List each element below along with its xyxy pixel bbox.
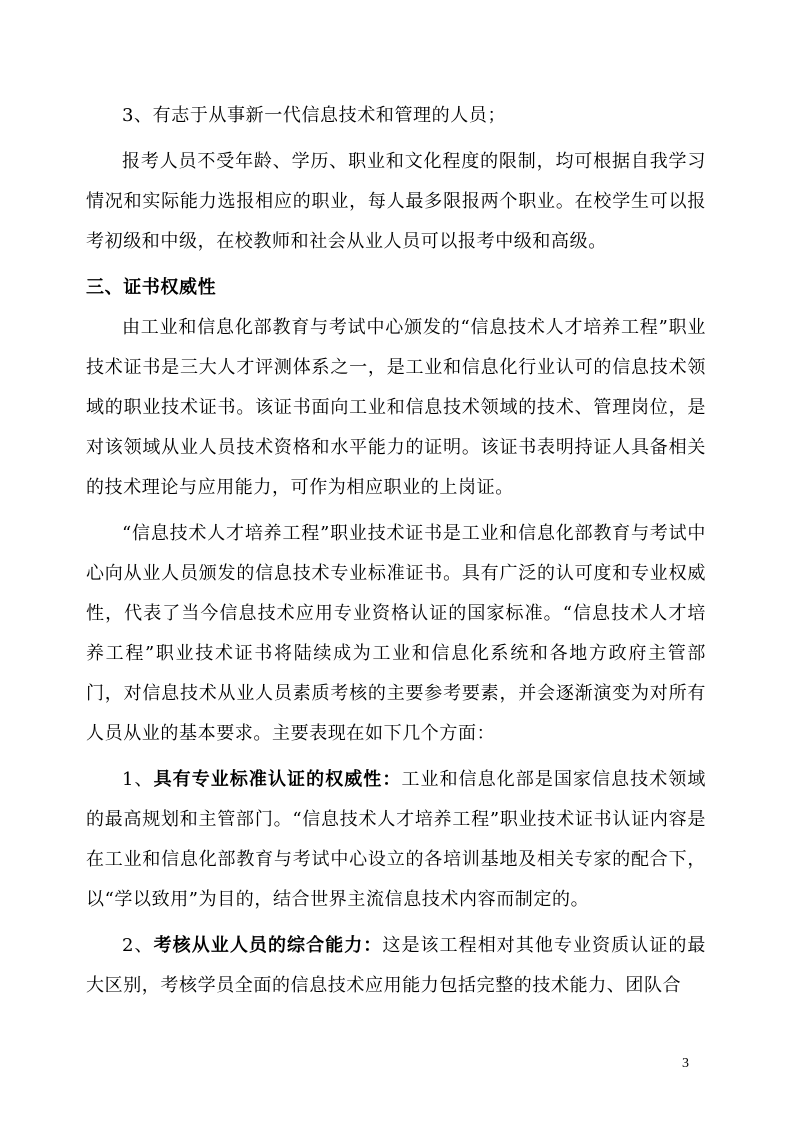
paragraph-requirement-3: 3、有志于从事新一代信息技术和管理的人员； [122, 105, 507, 126]
list-item-text: 工业和信息化部是国家信息技术领域的最高规划和主管部门。“信息技术人才培养工程”职业技术证书认证内容是在工业和信息化部教育与考试中心设立的各培训基地及相关专家的配合下，以“学以致用”为目的，结合世界主流信息技术内容而制定的。 [86, 769, 706, 910]
list-item-text: 这是该工程相对其他专业资质认证的最大区别，考核学员全面的信息技术应用能力包括完整的技术能力、团队合 [86, 935, 707, 996]
paragraph-exam-eligibility: 报考人员不受年龄、学历、职业和文化程度的限制，均可根据自我学习情况和实际能力选报相应的职业，每人最多限报两个职业。在校学生可以报考初级和中级，在校教师和社会从业人员可以报考中级和高级。 [86, 151, 706, 252]
list-item-title: 具有专业标准认证的权威性： [153, 769, 402, 790]
list-item-number: 1、 [122, 769, 154, 790]
list-item-comprehensive-ability [86, 926, 706, 1006]
list-item-authority [86, 760, 706, 920]
page-content [86, 96, 706, 1006]
list-item-number: 2、 [122, 935, 154, 956]
paragraph-certificate-standard: “信息技术人才培养工程”职业技术证书是工业和信息化部教育与考试中心向从业人员颁发的信息技术专业标准证书。具有广泛的认可度和专业权威性，代表了当今信息技术应用专业资格认证的国家标准。“信息技术人才培养工程”职业技术证书将陆续成为工业和信息化系统和各地方政府主管部门，对信息技术从业人员素质考核的主要参考要素，并会逐渐演变为对所有人员从业的基本要求。主要表现在如下几个方面： [86, 523, 706, 744]
paragraph-certificate-issuer: 由工业和信息化部教育与考试中心颁发的“信息技术人才培养工程”职业技术证书是三大人才评测体系之一，是工业和信息化行业认可的信息技术领域的职业技术证书。该证书面向工业和信息技术领域的技术、管理岗位，是对该领域从业人员技术资格和水平能力的证明。该证书表明持证人具备相关的技术理论与应用能力，可作为相应职业的上岗证。 [86, 317, 706, 498]
section-heading-authority: 三、证书权威性 [86, 277, 217, 298]
list-item-title: 考核从业人员的综合能力： [153, 935, 383, 956]
page-number: 3 [682, 1056, 689, 1071]
